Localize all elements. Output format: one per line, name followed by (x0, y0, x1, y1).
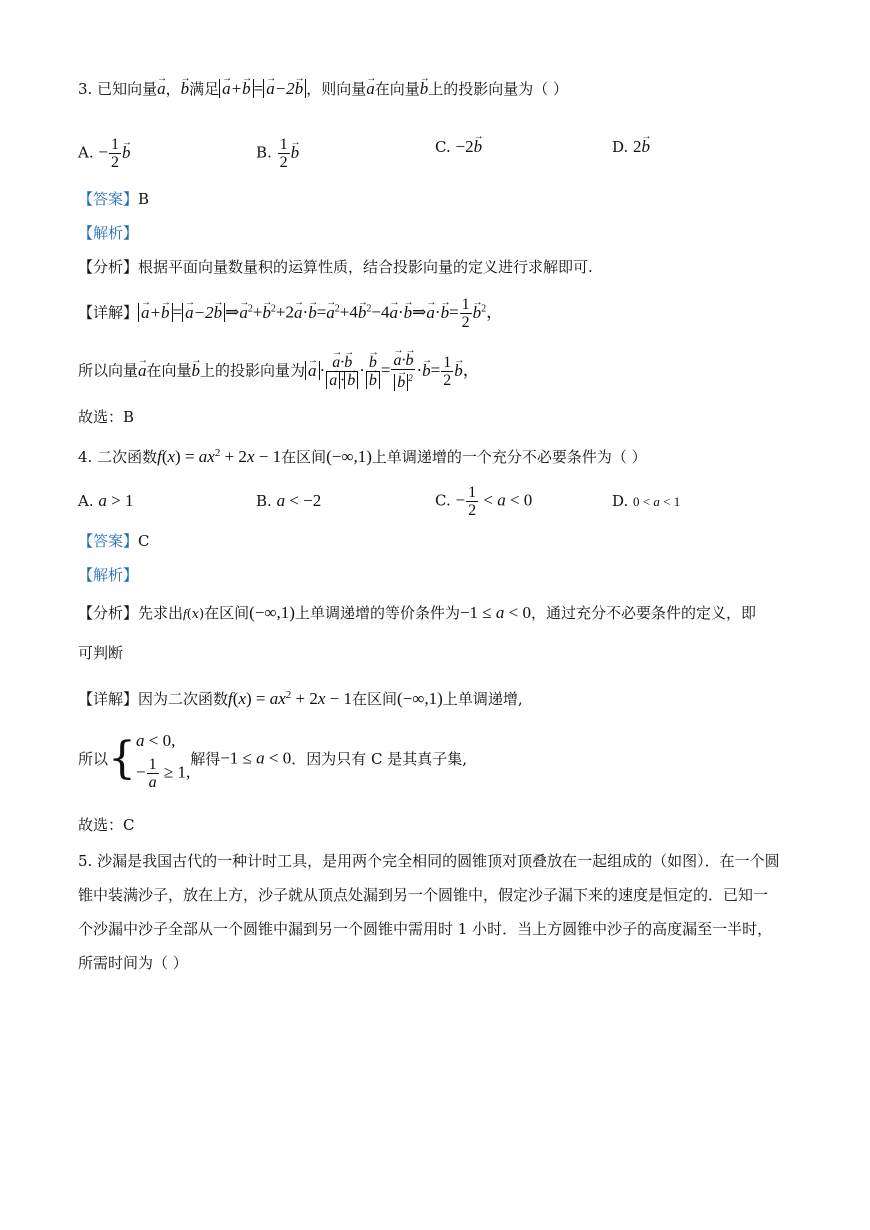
q4-analysis-tag: 【解析】 (78, 566, 139, 584)
q3-option-a: A. − $\frac{1}{2}$ → b (78, 136, 130, 171)
q4-answer: 【答案】C (78, 532, 150, 550)
q3-option-b: B. $\frac{1}{2}$ → b (256, 136, 299, 171)
q3-option-c: C. −2→ b (435, 136, 482, 158)
q4-option-b: B. a < −2 (256, 491, 322, 510)
q3-projection-line: 所以向量→ a在向量→ b上的投影向量为→ a · → a·→ b → a ·→ b · → b → b = → a·→ b → b $^2$ ·→ b= $\frac{1}{2}$ → b， (78, 352, 480, 391)
left-brace: { (108, 732, 137, 784)
q4-fenxi: 【分析】先求出f(x)在区间(−∞,1)上单调递增的等价条件为−1 ≤ a < 0，通过充分不必要条件的定义，即 (78, 603, 756, 622)
q3-answer: 【答案】B (78, 190, 150, 208)
vector-a: → a (157, 78, 166, 100)
q4-detail: 【详解】因为二次函数$f(x) = ax^2 + 2x - 1$在区间(−∞,1)上单调递增, (78, 689, 523, 708)
q5-line-1: 5. 沙漏是我国古代的一种计时工具，是用两个完全相同的圆锥顶对顶叠放在一起组成的（如图）．在一个圆 (78, 852, 780, 870)
q3-detail: 【详解】→ a+→ b =→ a−2→ b ⇒→ $a^2+\to b^2+2\to a\cdot\to b=\to a^2+4\to b^2-4\to a\cdot\to$ b⇒→ a·→ b= $\frac{1}{2}$ → $b^2$， (78, 296, 503, 331)
q4-fenxi-line2: 可判断 (78, 644, 124, 662)
q3-option-d: D. 2→ b (612, 136, 650, 158)
norm-a-minus-2b: → a−2→ b (263, 79, 306, 98)
norm-a-plus-b: → a+→ b (219, 79, 253, 98)
q5-line-3: 个沙漏中沙子全部从一个圆锥中漏到另一个圆锥中需用时 1 小时．当上方圆锥中沙子的高度漏至一半时， (78, 920, 773, 938)
q3-stem: 3. 已知向量→ a，→ b满足→ a+→ b =→ a−2→ b ，则向量→ a在向量→ b上的投影向量为（ ） (78, 78, 568, 100)
q5-line-4: 所需时间为（ ） (78, 954, 188, 972)
q4-choose: 故选：C (78, 816, 135, 834)
q3-choose: 故选：B (78, 408, 135, 426)
q4-stem: 4. 二次函数$f(x) = ax^2 + 2x - 1$在区间(−∞,1)上单调递增的一个充分不必要条件为（ ） (78, 447, 647, 466)
q3-analysis-tag: 【解析】 (78, 224, 139, 242)
q4-option-d: D. 0 < a < 1 (612, 492, 681, 510)
vector-b: → b (181, 78, 190, 100)
q4-option-c: C. − $\frac{1}{2}$ < a < 0 (435, 484, 533, 519)
q4-system: 所以{ a < 0, − $\frac{1}{a}$ ≥ 1, 解得−1 ≤ a < 0．因为只有 C 是其真子集, (78, 731, 468, 791)
q3-fenxi: 【分析】根据平面向量数量积的运算性质，结合投影向量的定义进行求解即可. (78, 258, 593, 276)
q5-line-2: 锥中装满沙子，放在上方，沙子就从顶点处漏到另一个圆锥中，假定沙子漏下来的速度是恒定的．已知一 (78, 886, 769, 904)
q4-option-a: A. a > 1 (78, 491, 134, 510)
